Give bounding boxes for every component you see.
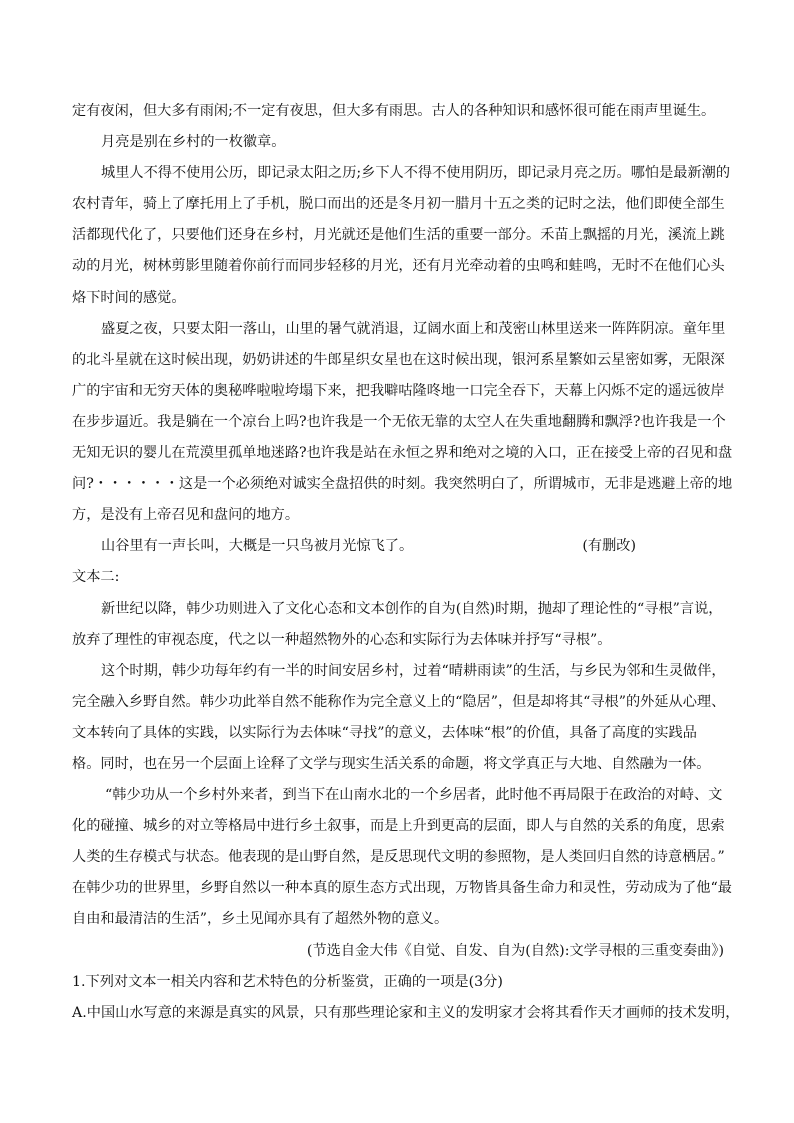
- text-line: 在步步逼近。我是躺在一个凉台上吗?也许我是一个无依无靠的太空人在失重地翻腾和飘浮?也许我是一个: [72, 413, 726, 430]
- section-heading: 文本二:: [72, 569, 120, 586]
- text-line: 广的宇宙和无穷天体的奥秘哗啦啦垮塌下来，把我噼咕隆咚地一口完全吞下，天幕上闪烁不定的遥远彼岸: [72, 382, 725, 399]
- text-line: 化的碰撞、城乡的对立等格局中进行乡土叙事，而是上升到更高的层面，即人与自然的关系的角度，思索: [72, 818, 725, 835]
- text-line: 放弃了理性的审视态度，代之以一种超然物外的心态和实际行为去体味并抒写“寻根”。: [72, 631, 612, 648]
- text-line: 盛夏之夜，只要太阳一落山，山里的暑气就消退，辽阔水面上和茂密山林里送来一阵阵阴凉。童年里: [101, 320, 726, 337]
- text-line: 格。同时，也在另一个层面上诠释了文学与现实生活关系的命题，将文学真正与大地、自然融为一体。: [72, 755, 711, 772]
- text-line: 人类的生存模式与状态。他表现的是山野自然，是反思现代文明的参照物，是人类回归自然的诗意栖居。”: [72, 849, 725, 866]
- text-line: 定有夜闲，但大多有雨闲;不一定有夜思，但大多有雨思。古人的各种知识和感怀很可能在雨声里诞生。: [72, 103, 716, 119]
- text-line: 动的月光，树林剪影里随着你前行而同步轻移的月光，还有月光牵动着的虫鸣和蛙鸣，无时不在他们心头: [72, 258, 725, 275]
- text-line: 在韩少功的世界里，乡野自然以一种本真的原生态方式出现，万物皆具备生命力和灵性，劳动成为了他“最: [72, 880, 732, 897]
- text-line: 方，是没有上帝召见和盘问的地方。: [72, 507, 300, 524]
- text-line: 这个时期，韩少功每年约有一半的时间安居乡村，过着“晴耕雨读”的生活，与乡民为邻和生灵做伴，: [101, 662, 726, 679]
- answer-option-a: A.中国山水写意的来源是真实的风景，只有那些理论家和主义的发明家才会将其看作天才画师的技术发明，: [72, 1004, 740, 1021]
- text-line: 文本转向了具体的实践，以实际行为去体味“寻找”的意义，去体味“根”的价值，具备了高度的实践品: [72, 724, 697, 741]
- text-line: 无知无识的婴儿在荒漠里孤单地迷路?也许我是站在永恒之界和绝对之境的入口，正在接受上帝的召见和盘: [72, 445, 733, 462]
- text-line: 问?・・・・・・这是一个必须绝对诚实全盘招供的时刻。我突然明白了，所谓城市，无非是逃避上帝的地: [72, 476, 733, 493]
- text-line: 新世纪以降，韩少功则进入了文化心态和文本创作的自为(自然)时期，抛却了理论性的“寻根”言说，: [101, 600, 723, 617]
- text-line: 月亮是别在乡村的一枚徽章。: [101, 134, 286, 151]
- text-line: 农村青年，骑上了摩托用上了手机，脱口而出的还是冬月初一腊月十五之类的记时之法，他们即使全部生: [72, 196, 725, 213]
- question-stem: 1.下列对文本一相关内容和艺术特色的分析鉴赏，正确的一项是(3分): [72, 973, 503, 990]
- document-page: [72, 96, 740, 1029]
- text-line: 自由和最清洁的生活”，乡土见闻亦具有了超然外物的意义。: [72, 911, 449, 928]
- text-line-with-note: [72, 531, 724, 562]
- text-line: 烙下时间的感觉。: [72, 289, 186, 306]
- text-line: 山谷里有一声长叫，大概是一只鸟被月光惊飞了。: [101, 538, 414, 555]
- text-line: 城里人不得不使用公历，即记录太阳之历;乡下人不得不使用阴历，即记录月亮之历。哪怕是最新潮的: [101, 165, 731, 182]
- text-line: 的北斗星就在这时候出现，奶奶讲述的牛郎星织女星也在这时候出现，银河系星繁如云星密如雾，无限深: [72, 351, 725, 368]
- source-citation: (节选自金大伟《自觉、自发、自为(自然):文学寻根的三重变奏曲》): [306, 942, 724, 959]
- edit-note: (有删改): [582, 538, 636, 555]
- text-line: “韩少功从一个乡村外来者，到当下在山南水北的一个乡居者，此时他不再局限于在政治的对峙、文: [105, 787, 723, 804]
- text-line: 活都现代化了，只要他们还身在乡村，月光就还是他们生活的重要一部分。禾苗上飘摇的月光，溪流上跳: [72, 227, 725, 244]
- text-line: 完全融入乡野自然。韩少功此举自然不能称作为完全意义上的“隐居”，但是却将其“寻根”的外延从心理、: [72, 693, 726, 710]
